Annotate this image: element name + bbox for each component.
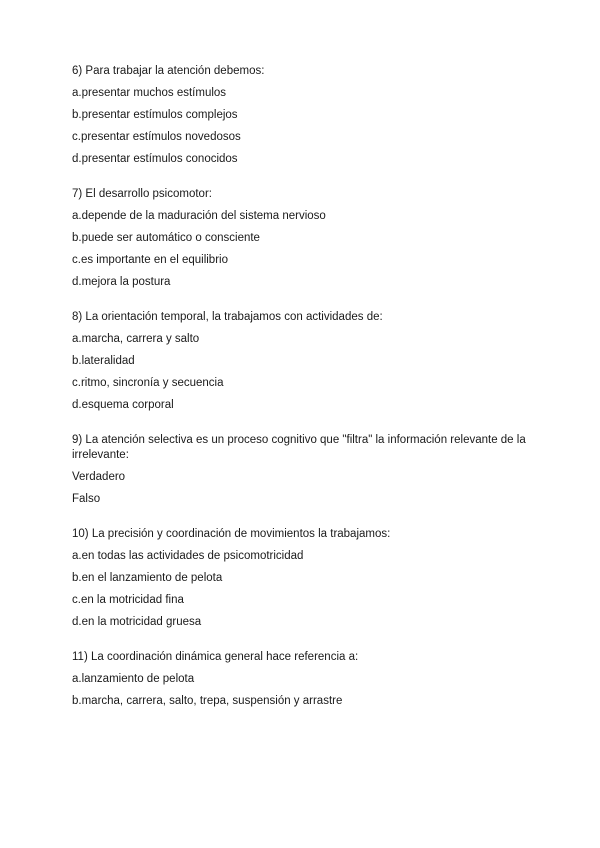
answer-option[interactable]: b.marcha, carrera, salto, trepa, suspensión y arrastre: [72, 695, 343, 707]
answer-option[interactable]: d.esquema corporal: [72, 399, 174, 411]
answer-option[interactable]: c.en la motricidad fina: [72, 594, 184, 606]
answer-option[interactable]: b.en el lanzamiento de pelota: [72, 572, 223, 584]
quiz-page: [72, 64, 532, 729]
question-8: [72, 310, 532, 413]
answer-option[interactable]: a.depende de la maduración del sistema nervioso: [72, 210, 326, 222]
question-title: 6) Para trabajar la atención debemos:: [72, 65, 265, 77]
question-6: [72, 64, 532, 167]
answer-option[interactable]: Falso: [72, 493, 101, 505]
answer-option[interactable]: a.marcha, carrera y salto: [72, 333, 200, 345]
answer-option[interactable]: c.presentar estímulos novedosos: [72, 131, 241, 143]
question-title: 11) La coordinación dinámica general hace referencia a:: [72, 651, 359, 663]
question-7: [72, 187, 532, 290]
answer-option[interactable]: c.ritmo, sincronía y secuencia: [72, 377, 224, 389]
answer-option[interactable]: d.en la motricidad gruesa: [72, 616, 202, 628]
question-title: 8) La orientación temporal, la trabajamos con actividades de:: [72, 311, 383, 323]
answer-option[interactable]: d.presentar estímulos conocidos: [72, 153, 238, 165]
answer-option[interactable]: a.presentar muchos estímulos: [72, 87, 227, 99]
answer-option[interactable]: c.es importante en el equilibrio: [72, 254, 228, 266]
question-title: 7) El desarrollo psicomotor:: [72, 188, 212, 200]
answer-option[interactable]: b.lateralidad: [72, 355, 135, 367]
answer-option[interactable]: Verdadero: [72, 471, 126, 483]
answer-option[interactable]: d.mejora la postura: [72, 276, 171, 288]
question-9: [72, 433, 532, 507]
answer-option[interactable]: b.presentar estímulos complejos: [72, 109, 238, 121]
answer-option[interactable]: a.lanzamiento de pelota: [72, 673, 195, 685]
answer-option[interactable]: a.en todas las actividades de psicomotricidad: [72, 550, 304, 562]
question-title: 9) La atención selectiva es un proceso cognitivo que "filtra" la información relevante de la irrelevante:: [72, 434, 526, 461]
question-11: [72, 650, 532, 709]
question-title: 10) La precisión y coordinación de movimientos la trabajamos:: [72, 528, 391, 540]
question-10: [72, 527, 532, 630]
answer-option[interactable]: b.puede ser automático o consciente: [72, 232, 260, 244]
